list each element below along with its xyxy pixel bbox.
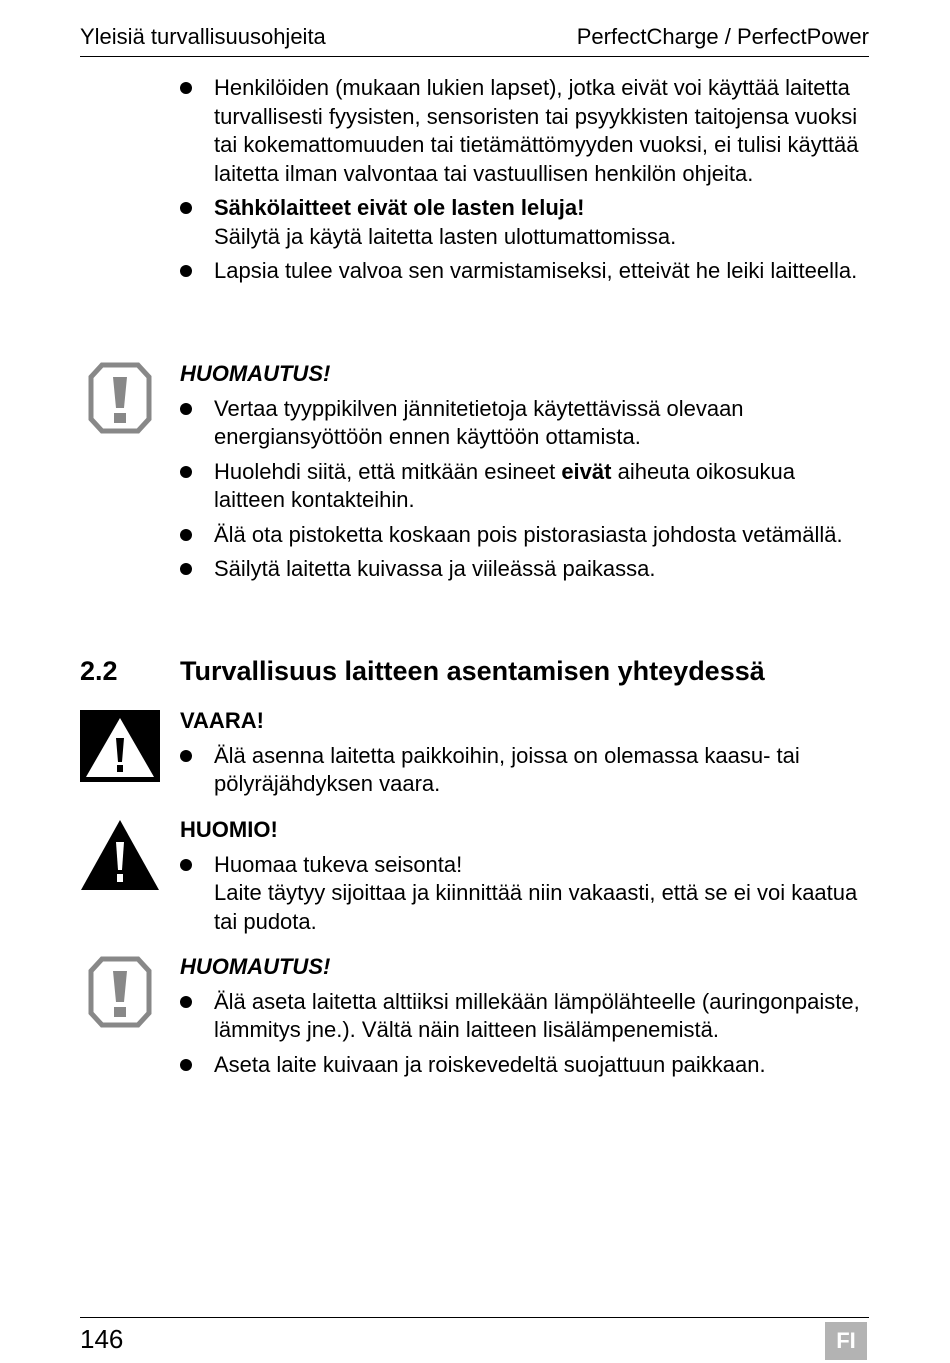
caution-warning-icon xyxy=(80,818,160,890)
danger-title: VAARA! xyxy=(180,708,264,733)
list-item: Aseta laite kuivaan ja roiskevedeltä suojattuun paikkaan. xyxy=(180,1051,870,1080)
notice-block xyxy=(180,953,870,1085)
notice-octagon-icon xyxy=(80,362,160,434)
language-badge: FI xyxy=(825,1322,867,1360)
list-item: Älä asenna laitetta paikkoihin, joissa on olemassa kaasu- tai pölyräjähdyksen vaara. xyxy=(180,742,870,799)
list-item: Vertaa tyyppikilven jännitetietoja käytettävissä olevaan energiansyöttöön ennen käyttöön ottamista. xyxy=(180,395,870,452)
list-item: Huomaa tukeva seisonta! Laite täytyy sijoittaa ja kiinnittää niin vakaasti, että se ei voi kaatua tai pudota. xyxy=(180,851,870,937)
header-product-name: PerfectCharge / PerfectPower xyxy=(576,24,869,49)
intro-list xyxy=(180,74,870,292)
bullet-icon xyxy=(180,265,192,277)
bullet-icon xyxy=(180,750,192,762)
list-item: Älä ota pistoketta koskaan pois pistorasiasta johdosta vetämällä. xyxy=(180,521,870,550)
bullet-icon xyxy=(180,529,192,541)
bullet-icon xyxy=(180,996,192,1008)
notice-octagon-icon xyxy=(80,956,160,1028)
list-item: Säilytä laitetta kuivassa ja viileässä paikassa. xyxy=(180,555,870,584)
header-chapter-title: Yleisiä turvallisuusohjeita xyxy=(80,24,326,49)
notice-title: HUOMAUTUS! xyxy=(180,954,331,979)
page-number: 146 xyxy=(80,1324,124,1354)
notice-block xyxy=(180,360,870,590)
bullet-icon xyxy=(180,563,192,575)
list-item: Lapsia tulee valvoa sen varmistamiseksi, etteivät he leiki laitteella. xyxy=(180,257,870,286)
list-item: Huolehdi siitä, että mitkään esineet eivät aiheuta oikosukua laitteen kontakteihin. xyxy=(180,458,870,515)
list-item: Henkilöiden (mukaan lukien lapset), jotka eivät voi käyttää laitetta turvallisesti fyysisten, sensoristen tai psyykkisten taitojensa vuoksi tai kokemattomuuden tai tietämättömyyden vuoksi, ei tulisi käyttää laitetta ilman valvontaa tai vastuullisen henkilön ohjeita. xyxy=(180,74,870,188)
bullet-icon xyxy=(180,859,192,871)
danger-warning-icon xyxy=(80,710,160,782)
page-header xyxy=(80,22,869,57)
bullet-icon xyxy=(180,466,192,478)
list-item: Älä aseta laitetta alttiiksi millekään lämpölähteelle (auringonpaiste, lämmitys jne.). Vältä näin laitteen lisälämpenemistä. xyxy=(180,988,870,1045)
bullet-icon xyxy=(180,82,192,94)
section-title: Turvallisuus laitteen asentamisen yhteydessä xyxy=(180,656,765,686)
bullet-icon xyxy=(180,202,192,214)
caution-block xyxy=(180,816,870,942)
bullet-icon xyxy=(180,1059,192,1071)
section-number: 2.2 xyxy=(80,656,118,686)
caution-title: HUOMIO! xyxy=(180,817,278,842)
list-item: Sähkölaitteet eivät ole lasten leluja! Säilytä ja käytä laitetta lasten ulottumattomissa. xyxy=(180,194,870,251)
page-footer xyxy=(80,1317,869,1363)
bold-warning: Sähkölaitteet eivät ole lasten leluja! xyxy=(214,195,585,220)
notice-title: HUOMAUTUS! xyxy=(180,361,331,386)
danger-block xyxy=(180,707,870,805)
bullet-icon xyxy=(180,403,192,415)
